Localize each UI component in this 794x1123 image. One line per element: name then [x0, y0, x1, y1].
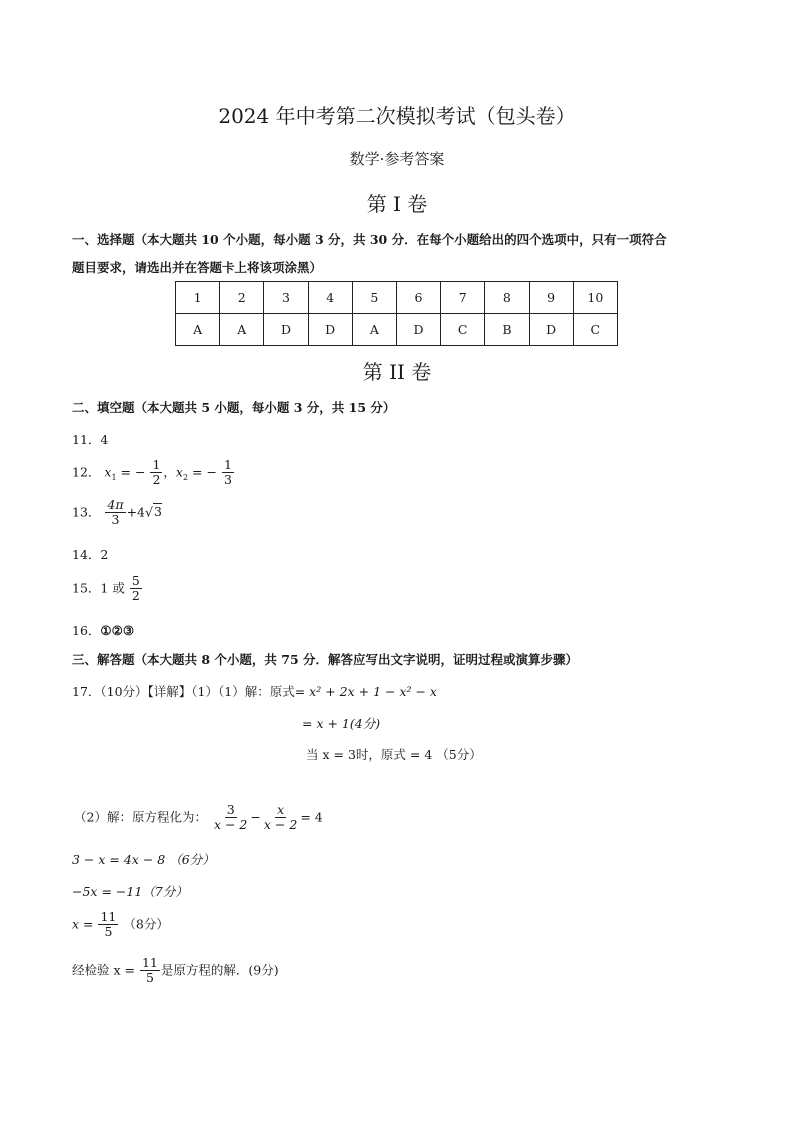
answer-16: [72, 621, 134, 639]
q17-part-2-line: [74, 803, 323, 833]
question-number-cell: 4: [308, 282, 352, 314]
volume-1-label: 第 I 卷: [366, 192, 428, 216]
answer-12-eq1: = −: [116, 464, 146, 480]
q17-part-2-prefix: （2）解：原方程化为：: [74, 809, 207, 825]
q17-check-post: 是原方程的解．(9分): [160, 962, 279, 978]
answer-15-number: 15．: [72, 580, 101, 596]
section-1-heading-line-1: 一、选择题（本大题共 10 个小题，每小题 3 分，共 30 分．在每个小题给出的四个选项中，只有一项符合: [72, 232, 667, 247]
q17-part-2-minus: −: [250, 809, 261, 825]
q17-check: [72, 956, 279, 986]
q17-part-2-fraction-1: $\frac{3}{x - 2}$: [213, 802, 248, 833]
answer-12-x2: x: [175, 464, 183, 480]
answer-cell: D: [396, 314, 440, 346]
answer-cell: B: [485, 314, 529, 346]
q17-part-2-eq: = 4: [300, 809, 323, 825]
q17-step-3-post: （8分）: [123, 916, 169, 932]
q17-step-3-fraction: $\frac{11}{5}$: [100, 909, 117, 940]
answer-cell: D: [264, 314, 308, 346]
answer-15-fraction: $\frac{5}{2}$: [131, 573, 140, 604]
q17-line-1-math: = x² + 2x + 1 − x² − x: [294, 684, 437, 699]
answer-cell: C: [573, 314, 617, 346]
question-number-cell: 8: [485, 282, 529, 314]
q17-check-fraction: $\frac{11}{5}$: [141, 955, 158, 986]
page-subtitle: 数学·参考答案: [349, 150, 445, 168]
answer-15-prefix: 1 或: [100, 580, 125, 596]
question-number-cell: 9: [529, 282, 573, 314]
question-number-cell: 6: [396, 282, 440, 314]
answer-cell: D: [529, 314, 573, 346]
q17-line-1: [72, 682, 437, 700]
volume-2-label: 第 II 卷: [362, 360, 432, 384]
answer-14: [72, 545, 108, 563]
q17-step-3: [72, 910, 169, 940]
section-2-heading: 二、填空题（本大题共 5 小题，每小题 3 分，共 15 分）: [72, 400, 396, 415]
section-1-heading-line-2: 题目要求，请选出并在答题卡上将该项涂黑）: [72, 260, 323, 275]
question-number-cell: 7: [441, 282, 485, 314]
q17-line-1-prefix: 17．（10分）【详解】（1）（1）解：原式: [72, 684, 295, 699]
answer-table-number-row: [176, 282, 618, 314]
answer-16-number: 16．: [72, 623, 101, 638]
q17-line-3-a: 当: [306, 747, 323, 762]
answer-cell: A: [220, 314, 264, 346]
answer-12-separator: ，: [163, 464, 176, 480]
answer-13-plus: +4: [126, 504, 145, 520]
answer-12-eq2: = −: [188, 464, 217, 480]
answer-12-sub2: 2: [182, 472, 189, 482]
answer-16-value: ①②③: [100, 623, 135, 638]
q17-line-2: = x + 1(4分): [302, 716, 381, 731]
answer-12: [72, 458, 235, 488]
answer-cell: D: [308, 314, 352, 346]
answer-12-fraction-1: $\frac{1}{2}$: [152, 457, 161, 488]
sqrt-icon: √: [145, 504, 153, 520]
answer-11-value: 4: [100, 432, 109, 447]
q17-line-3-b: x = 3时，原式 = 4 （5分）: [322, 747, 482, 762]
answer-11: [72, 430, 108, 448]
answer-14-value: 2: [100, 547, 109, 562]
answer-15: [72, 574, 143, 604]
q17-line-3: [306, 745, 482, 763]
answer-cell: C: [441, 314, 485, 346]
answer-12-x1: x: [104, 464, 112, 480]
answer-13-radicand: 3: [153, 504, 162, 520]
q17-check-pre: 经检验 x =: [72, 962, 135, 978]
page-title: 2024 年中考第二次模拟考试（包头卷）: [218, 104, 576, 128]
answer-13-number: 13．: [72, 504, 101, 520]
answer-table: [175, 281, 618, 346]
q17-step-3-pre: x =: [72, 916, 94, 932]
question-number-cell: 10: [573, 282, 617, 314]
answer-13: [72, 498, 162, 528]
q17-step-2: −5x = −11（7分）: [72, 884, 188, 899]
answer-12-fraction-2: $\frac{1}{3}$: [223, 457, 232, 488]
answer-cell: A: [352, 314, 396, 346]
answer-12-number: 12．: [72, 464, 101, 480]
q17-step-1: 3 − x = 4x − 8 （6分）: [72, 852, 215, 867]
answer-14-number: 14．: [72, 547, 101, 562]
question-number-cell: 2: [220, 282, 264, 314]
answer-table-answer-row: [176, 314, 618, 346]
q17-part-2-fraction-2: $\frac{x}{x - 2}$: [263, 802, 298, 833]
question-number-cell: 1: [176, 282, 220, 314]
answer-11-number: 11．: [72, 432, 101, 447]
answer-13-fraction: $\frac{4\pi}{3}$: [107, 497, 124, 528]
answer-12-sub1: 1: [111, 472, 117, 482]
section-3-heading: 三、解答题（本大题共 8 个小题，共 75 分．解答应写出文字说明，证明过程或演算步骤）: [72, 652, 579, 667]
answer-cell: A: [176, 314, 220, 346]
question-number-cell: 3: [264, 282, 308, 314]
question-number-cell: 5: [352, 282, 396, 314]
